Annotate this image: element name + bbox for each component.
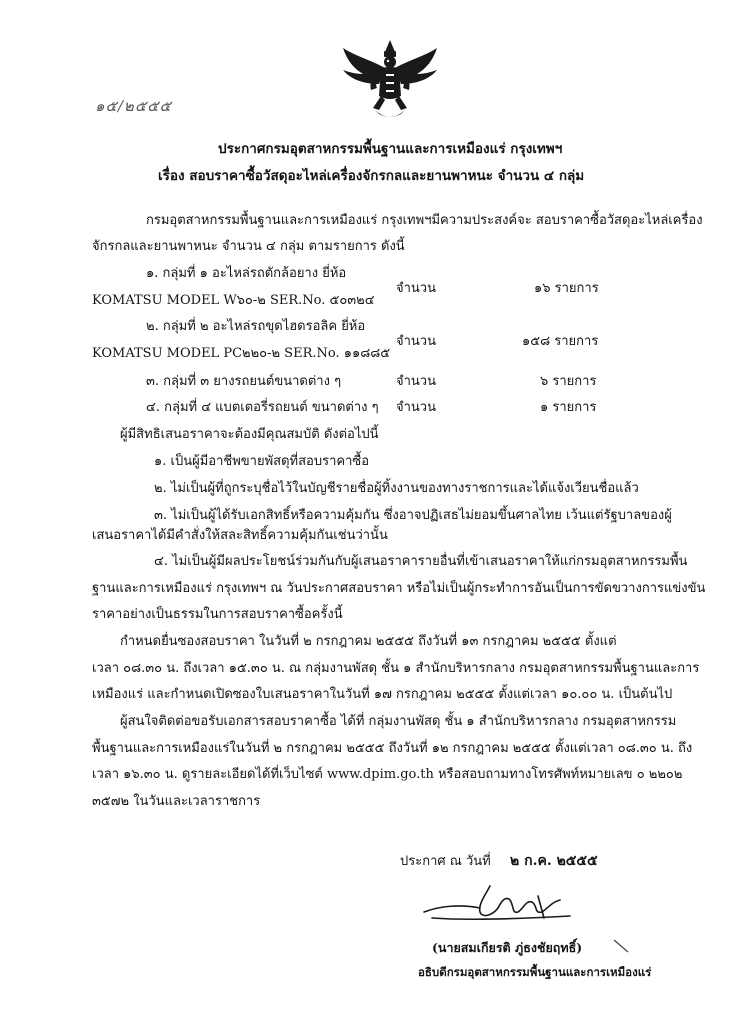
intro-line-2: จักรกลและยานพาหนะ จำนวน ๔ กลุ่ม ตามรายการ ดังนี้: [92, 239, 405, 254]
qualification-2: ๒. ไม่เป็นผู้ที่ถูกระบุชื่อไว้ในบัญชีรายชื่อผู้ทิ้งงานของทางราชการและได้แจ้งเวียนชื่อแล้ว: [154, 481, 639, 496]
item-1-qty: ๑๖ รายการ: [534, 281, 599, 296]
schedule-line-2: เวลา ๐๘.๓๐ น. ถึงเวลา ๑๕.๓๐ น. ณ กลุ่มงานพัสดุ ชั้น ๑ สำนักบริหารกลาง กรมอุตสาหกรรมพื้นฐานและการ: [92, 661, 700, 676]
contact-line-2: พื้นฐานและการเหมืองแร่ในวันที่ ๒ กรกฎาคม ๒๕๕๕ ถึงวันที่ ๑๒ กรกฎาคม ๒๕๕๕ ตั้งแต่เวลา ๐๘.๓๐ น. ถึง: [92, 741, 693, 756]
item-4-line-1: ๔. กลุ่มที่ ๔ แบตเตอรี่รถยนต์ ขนาดต่าง ๆ: [146, 400, 379, 415]
signer-name: (นายสมเกียรติ ภู่ธงชัยฤทธิ์): [432, 940, 583, 955]
item-3-qty-label: จำนวน: [396, 374, 436, 389]
document-title: ประกาศกรมอุตสาหกรรมพื้นฐานและการเหมืองแร่ กรุงเทพฯ: [218, 141, 563, 157]
item-3-qty: ๖ รายการ: [540, 374, 597, 389]
qualification-3-line-2: เสนอราคาได้มีคำสั่งให้สละสิทธิ์ความคุ้มกันเช่นว่านั้น: [92, 528, 388, 543]
qualification-4-line-1: ๔. ไม่เป็นผู้มีผลประโยชน์ร่วมกันกับผู้เสนอราคารายอื่นที่เข้าเสนอราคาให้แก่กรมอุตสาหกรรมพื้น: [154, 554, 688, 569]
item-2-qty-label: จำนวน: [396, 334, 436, 349]
schedule-line-1: กำหนดยื่นซองสอบราคา ในวันที่ ๒ กรกฎาคม ๒๕๕๕ ถึงวันที่ ๑๓ กรกฎาคม ๒๕๕๕ ตั้งแต่: [120, 634, 617, 649]
qualification-heading: ผู้มีสิทธิเสนอราคาจะต้องมีคุณสมบัติ ดังต่อไปนี้: [120, 427, 379, 442]
item-2-line-2: KOMATSU MODEL PC๒๒๐-๒ SER.No. ๑๑๘๘๕: [92, 346, 391, 361]
item-2-line-1: ๒. กลุ่มที่ ๒ อะไหล่รถขุดไฮดรอลิค ยี่ห้อ: [146, 319, 366, 334]
item-3-line-1: ๓. กลุ่มที่ ๓ ยางรถยนต์ขนาดต่าง ๆ: [146, 374, 342, 389]
item-4-qty: ๑ รายการ: [540, 400, 597, 415]
schedule-line-3: เหมืองแร่ และกำหนดเปิดซองใบเสนอราคาในวันที่ ๑๗ กรกฎาคม ๒๕๕๕ ตั้งแต่เวลา ๑๐.๐๐ น. เป็นต้นไป: [92, 687, 673, 702]
intro-line-1: กรมอุตสาหกรรมพื้นฐานและการเหมืองแร่ กรุงเทพฯมีความประสงค์จะ สอบราคาซื้อวัสดุอะไหล่เครื่อง: [146, 213, 703, 228]
item-4-qty-label: จำนวน: [396, 400, 436, 415]
qualification-3-line-1: ๓. ไม่เป็นผู้ได้รับเอกสิทธิ์หรือความคุ้มกัน ซึ่งอาจปฏิเสธไม่ยอมขึ้นศาลไทย เว้นแต่รัฐบาลของผู้: [154, 508, 672, 523]
item-1-qty-label: จำนวน: [396, 281, 436, 296]
qualification-1: ๑. เป็นผู้มีอาชีพขายพัสดุที่สอบราคาซื้อ: [154, 454, 370, 469]
handwritten-signature-icon: [420, 878, 580, 926]
item-1-line-1: ๑. กลุ่มที่ ๑ อะไหล่รถตักล้อยาง ยี่ห้อ: [146, 266, 347, 281]
qualification-4-line-3: ราคาอย่างเป็นธรรมในการสอบราคาซื้อครั้งนี้: [92, 607, 343, 622]
contact-line-4: ๓๕๗๒ ในวันและเวลาราชการ: [92, 794, 261, 809]
qualification-4-line-2: ฐานและการเหมืองแร่ กรุงเทพฯ ณ วันประกาศสอบราคา หรือไม่เป็นผู้กระทำการอันเป็นการขัดขวางการแข่งขัน: [92, 581, 706, 596]
announce-date: ๒ ก.ค. ๒๕๕๕: [510, 853, 598, 869]
document-subject: เรื่อง สอบราคาซื้อวัสดุอะไหล่เครื่องจักรกลและยานพาหนะ จำนวน ๔ กลุ่ม: [158, 168, 585, 184]
contact-line-1: ผู้สนใจติดต่อขอรับเอกสารสอบราคาซื้อ ได้ที่ กลุ่มงานพัสดุ ชั้น ๑ สำนักบริหารกลาง กรมอุตสาหกรรม: [120, 714, 677, 729]
garuda-emblem-icon: [335, 38, 445, 126]
item-2-qty: ๑๕๘ รายการ: [522, 334, 599, 349]
contact-line-3: เวลา ๑๖.๓๐ น. ดูรายละเอียดได้ที่เว็บไซต์ www.dpim.go.th หรือสอบถามทางโทรศัพท์หมายเลข ๐ ๒๒๐๒: [92, 767, 683, 782]
signer-title: อธิบดีกรมอุตสาหกรรมพื้นฐานและการเหมืองแร่: [418, 965, 652, 979]
announce-label: ประกาศ ณ วันที่: [400, 854, 491, 869]
reference-number: ๑๕/๒๕๕๕: [95, 97, 172, 115]
pen-stroke-icon: [612, 936, 632, 956]
item-1-line-2: KOMATSU MODEL W๖๐-๒ SER.No. ๕๐๓๒๔: [92, 293, 375, 308]
